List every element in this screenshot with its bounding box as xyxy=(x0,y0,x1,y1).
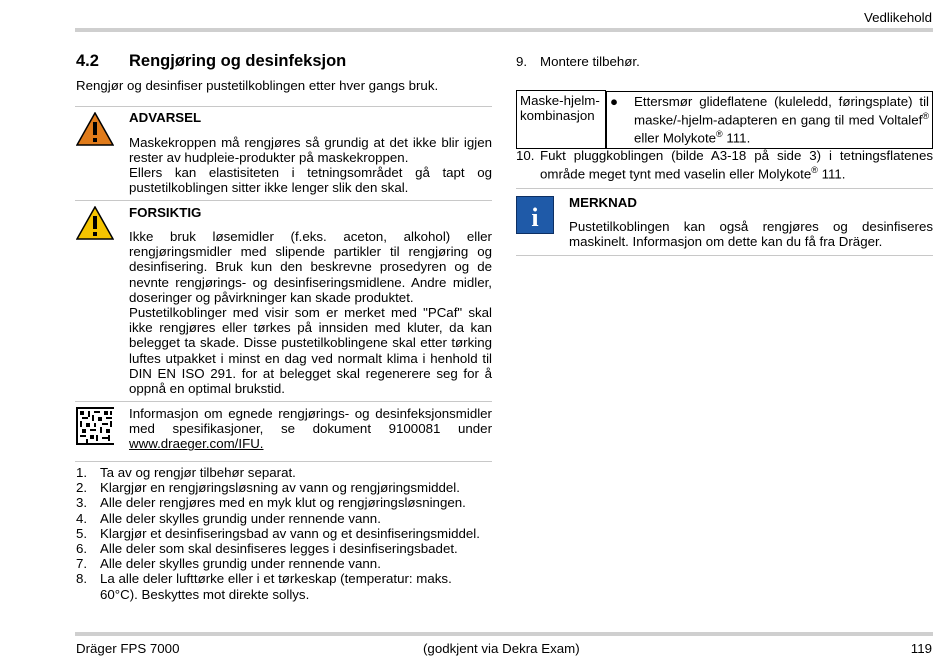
section-intro: Rengjør og desinfiser pustetilkoblingen etter hver gangs bruk. xyxy=(76,78,439,93)
footer-approval: (godkjent via Dekra Exam) xyxy=(423,641,580,656)
section-number: 4.2 xyxy=(76,52,99,70)
qr-info-body: Informasjon om egnede rengjørings- og desinfeksjonsmidler med spesifikasjoner, se dokument 9100081 under xyxy=(129,406,492,437)
step-9: 9. Montere tilbehør. xyxy=(516,54,640,69)
warning-triangle-icon xyxy=(76,112,114,146)
note-rule-bottom xyxy=(516,255,933,256)
warning-text-1: Maskekroppen må rengjøres så grundig at det ikke blir igjen rester av hudpleie-produkter på maskekroppen. xyxy=(129,135,492,166)
note-heading: MERKNAD xyxy=(569,195,637,210)
list-item: 1. Ta av og rengjør tilbehør separat. xyxy=(76,465,296,480)
qr-rule-bottom xyxy=(75,461,492,462)
page-number: 119 xyxy=(910,641,932,656)
footer-rule xyxy=(75,632,933,636)
svg-text:i: i xyxy=(531,203,539,232)
header-rule xyxy=(75,28,933,32)
warning-rule-top xyxy=(75,106,492,107)
list-item: 5. Klargjør et desinfiseringsbad av vann og et desinfiseringsmiddel. xyxy=(76,525,480,541)
table-label-cell: Maske-hjelm-kombinasjon xyxy=(517,91,606,149)
note-text: Pustetilkoblingen kan også rengjøres og desinfiseres maskinelt. Informasjon om dette kan du få fra Dräger. xyxy=(569,219,933,250)
qr-info-text xyxy=(129,406,492,452)
caution-text-1: Ikke bruk løsemidler (f.eks. aceton, alkohol) eller rengjøringsmidler med slipende partikler til rengjøring og desinfisering. Bruk kun den beskrevne prosedyren og de nevnte rengjørings- og desinfiseringsmidlene. Andre midler, doseringer og påvirkninger kan skade produktet. xyxy=(129,229,492,305)
info-icon xyxy=(516,196,554,234)
list-item: 3. Alle deler rengjøres med en myk klut og rengjøringsløsningen. xyxy=(76,495,466,511)
caution-text-2: Pustetilkoblinger med visir som er merket med "PCaf" skal ikke rengjøres eller tørkes på innsiden med kluter, da kan belegget ta skade. Disse pustetilkoblingene skal etter tørking luftes utpakket i minst en dag ved normalt klima i henhold til DIN EN ISO 291. for at belegget skal regenerere seg for å oppnå en optimal brukstid. xyxy=(129,305,492,397)
qr-rule-top xyxy=(75,401,492,402)
bullet-icon: ● xyxy=(610,93,619,109)
caution-rule-top xyxy=(75,200,492,201)
list-item: 7. Alle deler skylles grundig under rennende vann. xyxy=(76,556,381,572)
list-item: 2. Klargjør en rengjøringsløsning av vann og rengjøringsmiddel. xyxy=(76,480,460,496)
caution-heading: FORSIKTIG xyxy=(129,205,202,220)
step-10: 10. Fukt pluggkoblingen (bilde A3-18 på side 3) i tetningsflatenes område meget tynt med vaselin eller Molykote® 111. xyxy=(516,148,933,182)
warning-heading: ADVARSEL xyxy=(129,110,202,125)
ifu-link[interactable]: www.draeger.com/IFU. xyxy=(129,436,264,452)
section-title: Rengjøring og desinfeksjon xyxy=(129,52,347,70)
warning-text-2: Ellers kan elastisiteten i tetningsområdet gå tapt og pustetilkoblingen sitter ikke lenger slik den skal. xyxy=(129,165,492,196)
footer-product: Dräger FPS 7000 xyxy=(76,641,180,656)
list-item: 6. Alle deler som skal desinfiseres legges i desinfiseringsbadet. xyxy=(76,541,458,557)
table-text-cell: ● Ettersmør glideflatene (kuleledd, føringsplate) til maske/-hjelm-adapteren en gang til med Voltalef® eller Molykote® 111. xyxy=(606,91,933,149)
combination-table xyxy=(516,90,933,149)
qr-code-icon xyxy=(76,407,114,445)
note-rule-top xyxy=(516,188,933,189)
header-section-name: Vedlikehold xyxy=(863,10,932,25)
cleaning-steps-list xyxy=(76,465,492,602)
caution-triangle-icon xyxy=(76,206,114,240)
list-item: 4. Alle deler skylles grundig under rennende vann. xyxy=(76,510,381,526)
list-item: 8. La alle deler lufttørke eller i et tørkeskap (temperatur: maks. 60°C). Beskyttes mot direkte sollys. xyxy=(76,571,452,602)
